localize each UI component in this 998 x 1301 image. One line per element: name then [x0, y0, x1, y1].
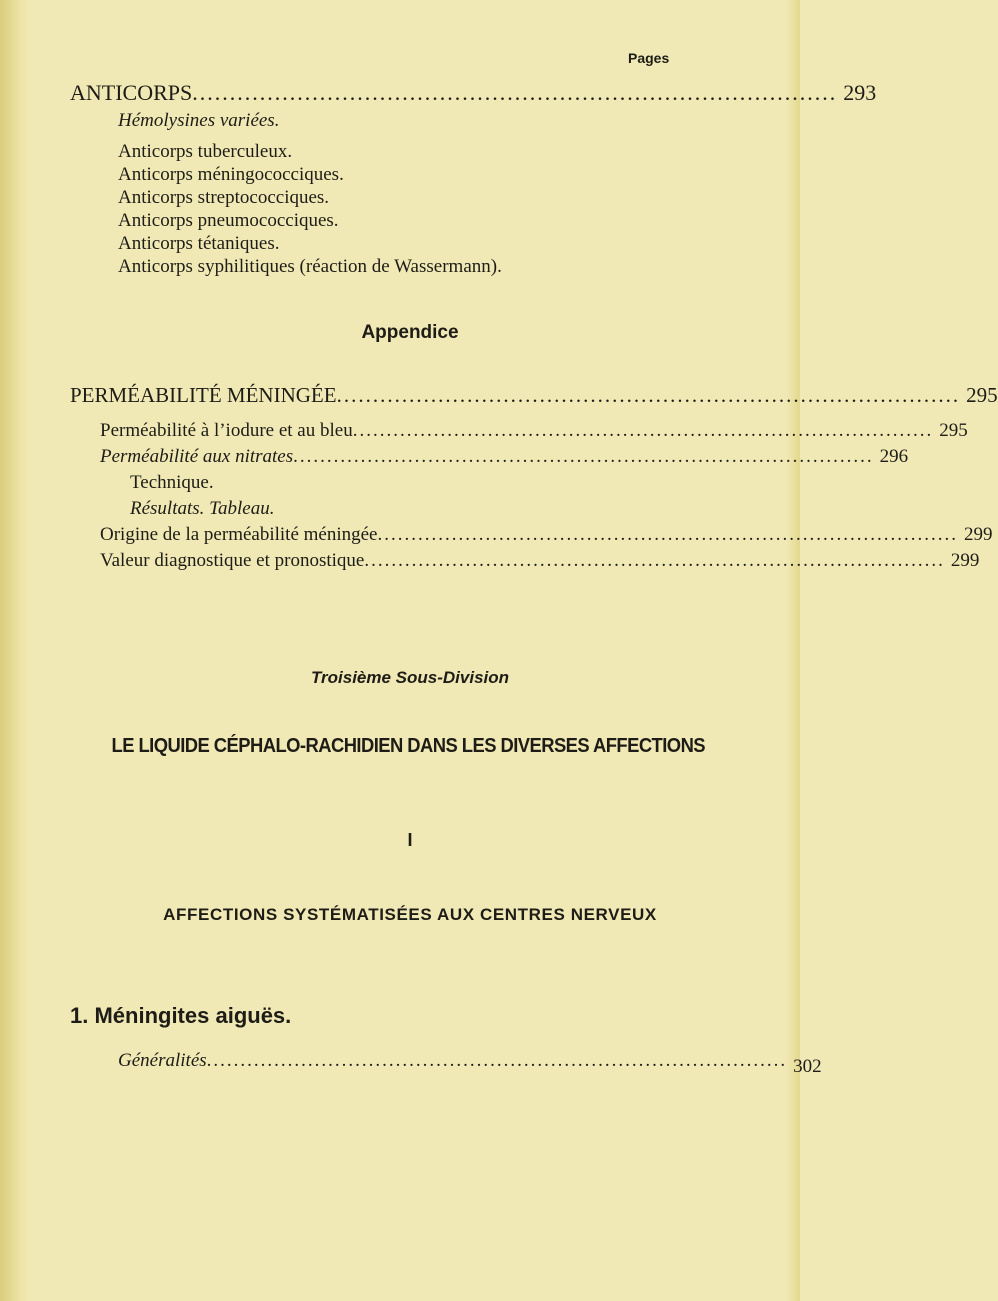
appendice-heading: Appendice — [361, 322, 459, 343]
toc-subentry-label: Origine de la perméabilité méningée — [100, 524, 378, 545]
toc-entry-label: Généralités — [118, 1050, 207, 1071]
toc-entry-permeabilite — [70, 383, 998, 408]
page-binding-shadow — [0, 0, 30, 1301]
subdivision-title: LE LIQUIDE CÉPHALO-RACHIDIEN DANS LES DIVERSES AFFECTIONS — [111, 735, 706, 757]
toc-subtitle-hemolysines: Hémolysines variées. — [118, 110, 280, 131]
anticorps-item: Anticorps syphilitiques (réaction de Wassermann). — [118, 256, 502, 277]
dot-leader: ...................................................................................... — [206, 1050, 788, 1071]
toc-subentry-technique: Technique. — [130, 472, 214, 493]
dot-leader: ...................................................................................... — [336, 383, 961, 407]
anticorps-item: Anticorps pneumococciques. — [118, 210, 339, 231]
toc-subentry-label: Valeur diagnostique et pronostique — [100, 550, 365, 571]
dot-leader: ...................................................................................... — [364, 550, 945, 571]
toc-entry-page: 295 — [966, 383, 998, 407]
dot-leader: ...................................................................................... — [377, 524, 958, 545]
toc-entry-generalites — [118, 1050, 822, 1077]
dot-leader: ...................................................................................... — [293, 446, 874, 467]
chapter-heading: 1. Méningites aiguës. — [70, 1003, 292, 1028]
anticorps-item: Anticorps méningococciques. — [118, 164, 344, 185]
toc-subentry — [100, 420, 968, 442]
toc-subentry — [100, 446, 909, 468]
toc-subentry — [100, 550, 980, 572]
toc-subentry-page: 295 — [939, 420, 968, 441]
toc-subentry — [100, 524, 993, 546]
toc-subentry-page: 299 — [964, 524, 993, 545]
toc-entry-page: 293 — [843, 80, 877, 105]
anticorps-item: Anticorps tétaniques. — [118, 233, 280, 254]
section-heading: AFFECTIONS SYSTÉMATISÉES AUX CENTRES NERVEUX — [163, 905, 657, 924]
toc-subentry-label: Perméabilité aux nitrates — [100, 446, 294, 467]
toc-subentry-page: 296 — [879, 446, 909, 467]
anticorps-item: Anticorps streptococciques. — [118, 187, 330, 208]
toc-subentry-resultats: Résultats. Tableau. — [130, 498, 275, 519]
toc-subentry-page: 299 — [950, 550, 980, 571]
dot-leader: ...................................................................................... — [352, 420, 934, 441]
toc-entry-page: 302 — [793, 1056, 822, 1077]
page-edge-shadow — [786, 0, 800, 1301]
toc-entry-label: ANTICORPS — [70, 80, 193, 105]
toc-subentry-label: Perméabilité à l’iodure et au bleu — [100, 420, 353, 441]
toc-entry-anticorps — [70, 80, 877, 106]
dot-leader: ...................................................................................... — [192, 80, 838, 105]
pages-column-label: Pages — [628, 50, 670, 66]
subdivision-heading: Troisième Sous-Division — [310, 668, 510, 687]
toc-entry-label: PERMÉABILITÉ MÉNINGÉE — [70, 383, 337, 407]
anticorps-item: Anticorps tuberculeux. — [118, 141, 293, 162]
section-roman-numeral: I — [407, 830, 413, 850]
